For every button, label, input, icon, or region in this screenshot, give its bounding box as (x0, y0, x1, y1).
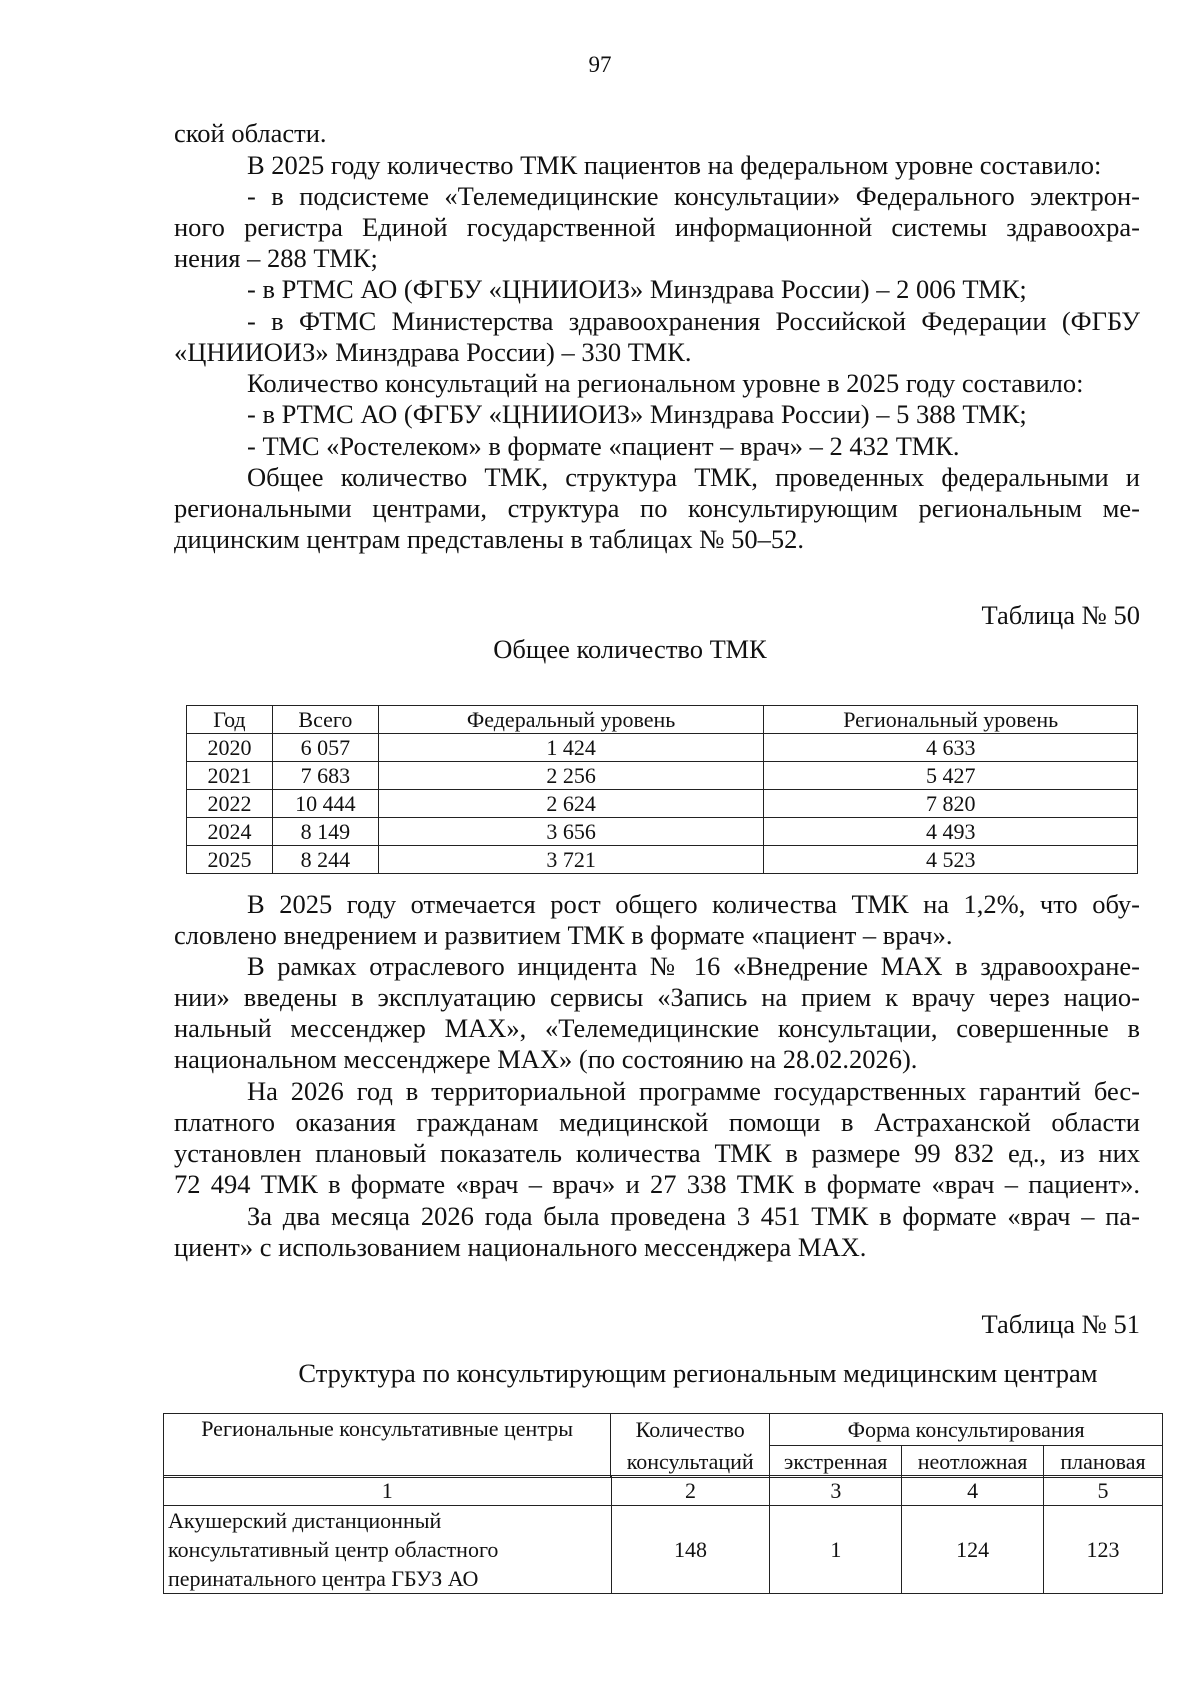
header-cell: Всего (272, 706, 378, 734)
paragraph-line: - в подсистеме «Телемедицинские консультации» Федерального электрон- (247, 181, 1140, 211)
paragraph-line: ного регистра Единой государственной информационной системы здравоохра- (174, 212, 1140, 242)
paragraph-line: Общее количество ТМК, структура ТМК, проведенных федеральными и (247, 462, 1140, 492)
header-cell: плановая (1044, 1446, 1163, 1478)
table-cell: 7 820 (764, 790, 1138, 818)
paragraph-line: дицинским центрам представлены в таблицах № 50–52. (174, 524, 805, 554)
table-cell: 2022 (187, 790, 273, 818)
table-cell: 4 523 (764, 846, 1138, 874)
table-50-title: Общее количество ТМК (493, 634, 767, 664)
table-header-row (187, 706, 1138, 734)
page-number: 97 (588, 52, 612, 77)
table-cell: 1 (770, 1506, 902, 1594)
header-cell: Региональный уровень (764, 706, 1138, 734)
table-51-body (163, 1475, 1163, 1594)
table-cell: 3 656 (378, 818, 764, 846)
paragraph-line: региональными центрами, структура по консультирующим региональным ме- (174, 493, 1140, 523)
table-cell: 1 424 (378, 734, 764, 762)
paragraph-line: нения – 288 ТМК; (174, 243, 378, 273)
paragraph-line: «ЦНИИОИЗ» Минздрава России) – 330 ТМК. (174, 337, 692, 367)
table-row (187, 846, 1138, 874)
paragraph-line: платного оказания гражданам медицинской помощи в Астраханской области (174, 1107, 1140, 1137)
table-row (164, 1506, 1163, 1594)
table-cell: 124 (902, 1506, 1044, 1594)
column-number: 1 (164, 1476, 612, 1506)
header-cell: экстренная (770, 1446, 902, 1478)
header-cell: Форма консультирования (770, 1414, 1163, 1446)
table-cell: 8 149 (272, 818, 378, 846)
table-row (187, 818, 1138, 846)
center-name-line: консультативный центр областного (168, 1537, 499, 1562)
table-header-row (164, 1414, 1163, 1446)
paragraph-line: В рамках отраслевого инцидента № 16 «Внедрение MAX в здравоохране- (247, 951, 1140, 981)
header-cell: Федеральный уровень (378, 706, 764, 734)
paragraph-line: Количество консультаций на региональном уровне в 2025 году составило: (247, 368, 1084, 398)
paragraph-line: За два месяца 2026 года была проведена 3 451 ТМК в формате «врач – па- (247, 1201, 1140, 1231)
table-cell: 7 683 (272, 762, 378, 790)
paragraph-line: - ТМС «Ростелеком» в формате «пациент – врач» – 2 432 ТМК. (247, 431, 960, 461)
paragraph-line: циент» с использованием национального мессенджера MAX. (174, 1232, 867, 1262)
table-cell: 8 244 (272, 846, 378, 874)
header-cell: Количество (611, 1414, 770, 1446)
table-cell: 3 721 (378, 846, 764, 874)
table-cell: 2020 (187, 734, 273, 762)
column-number: 5 (1044, 1476, 1163, 1506)
paragraph-line: словлено внедрением и развитием ТМК в формате «пациент – врач». (174, 920, 953, 950)
table-row (187, 790, 1138, 818)
header-cell: консультаций (611, 1446, 770, 1478)
table-cell: 123 (1044, 1506, 1163, 1594)
paragraph-line: В 2025 году отмечается рост общего количества ТМК на 1,2%, что обу- (247, 889, 1140, 919)
column-number: 3 (770, 1476, 902, 1506)
column-number: 2 (611, 1476, 770, 1506)
paragraph-line: В 2025 году количество ТМК пациентов на федеральном уровне составило: (247, 150, 1102, 180)
center-name-line: перинатального центра ГБУЗ АО (168, 1566, 479, 1591)
table-cell: 6 057 (272, 734, 378, 762)
table-cell: 4 633 (764, 734, 1138, 762)
center-name-cell (164, 1506, 612, 1594)
table-cell: 148 (611, 1506, 770, 1594)
paragraph-line: 72 494 ТМК в формате «врач – врач» и 27 338 ТМК в формате «врач – пациент». (174, 1169, 1140, 1199)
header-cell: Год (187, 706, 273, 734)
paragraph-line: нальный мессенджер MAX», «Телемедицинские консультации, совершенные в (174, 1013, 1140, 1043)
table-cell: 5 427 (764, 762, 1138, 790)
table-50-label: Таблица № 50 (981, 600, 1140, 630)
header-cell: неотложная (902, 1446, 1044, 1478)
table-row (187, 762, 1138, 790)
paragraph-line: ской области. (174, 118, 327, 148)
header-cell: Региональные консультативные центры (164, 1414, 611, 1478)
paragraph-line: - в ФТМС Министерства здравоохранения Российской Федерации (ФГБУ (247, 306, 1140, 336)
table-51-header (163, 1413, 1163, 1478)
paragraph-line: - в РТМС АО (ФГБУ «ЦНИИОИЗ» Минздрава России) – 2 006 ТМК; (247, 274, 1027, 304)
table-cell: 2025 (187, 846, 273, 874)
table-row (187, 734, 1138, 762)
center-name-line: Акушерский дистанционный (168, 1508, 442, 1533)
paragraph-line: установлен плановый показатель количества ТМК в размере 99 832 ед., из них (174, 1138, 1140, 1168)
table-cell: 2021 (187, 762, 273, 790)
table-cell: 4 493 (764, 818, 1138, 846)
table-cell: 2024 (187, 818, 273, 846)
paragraph-line: национальном мессенджере MAX» (по состоянию на 28.02.2026). (174, 1044, 918, 1074)
table-50 (186, 705, 1138, 874)
column-number: 4 (902, 1476, 1044, 1506)
paragraph-line: нии» введены в эксплуатацию сервисы «Запись на прием к врачу через нацио- (174, 982, 1140, 1012)
column-number-row (164, 1476, 1163, 1506)
paragraph-line: На 2026 год в территориальной программе государственных гарантий бес- (247, 1076, 1140, 1106)
table-cell: 2 624 (378, 790, 764, 818)
table-51-title: Структура по консультирующим региональным медицинским центрам (298, 1358, 1098, 1388)
table-cell: 2 256 (378, 762, 764, 790)
table-51-label: Таблица № 51 (981, 1309, 1140, 1339)
paragraph-line: - в РТМС АО (ФГБУ «ЦНИИОИЗ» Минздрава России) – 5 388 ТМК; (247, 399, 1027, 429)
table-cell: 10 444 (272, 790, 378, 818)
